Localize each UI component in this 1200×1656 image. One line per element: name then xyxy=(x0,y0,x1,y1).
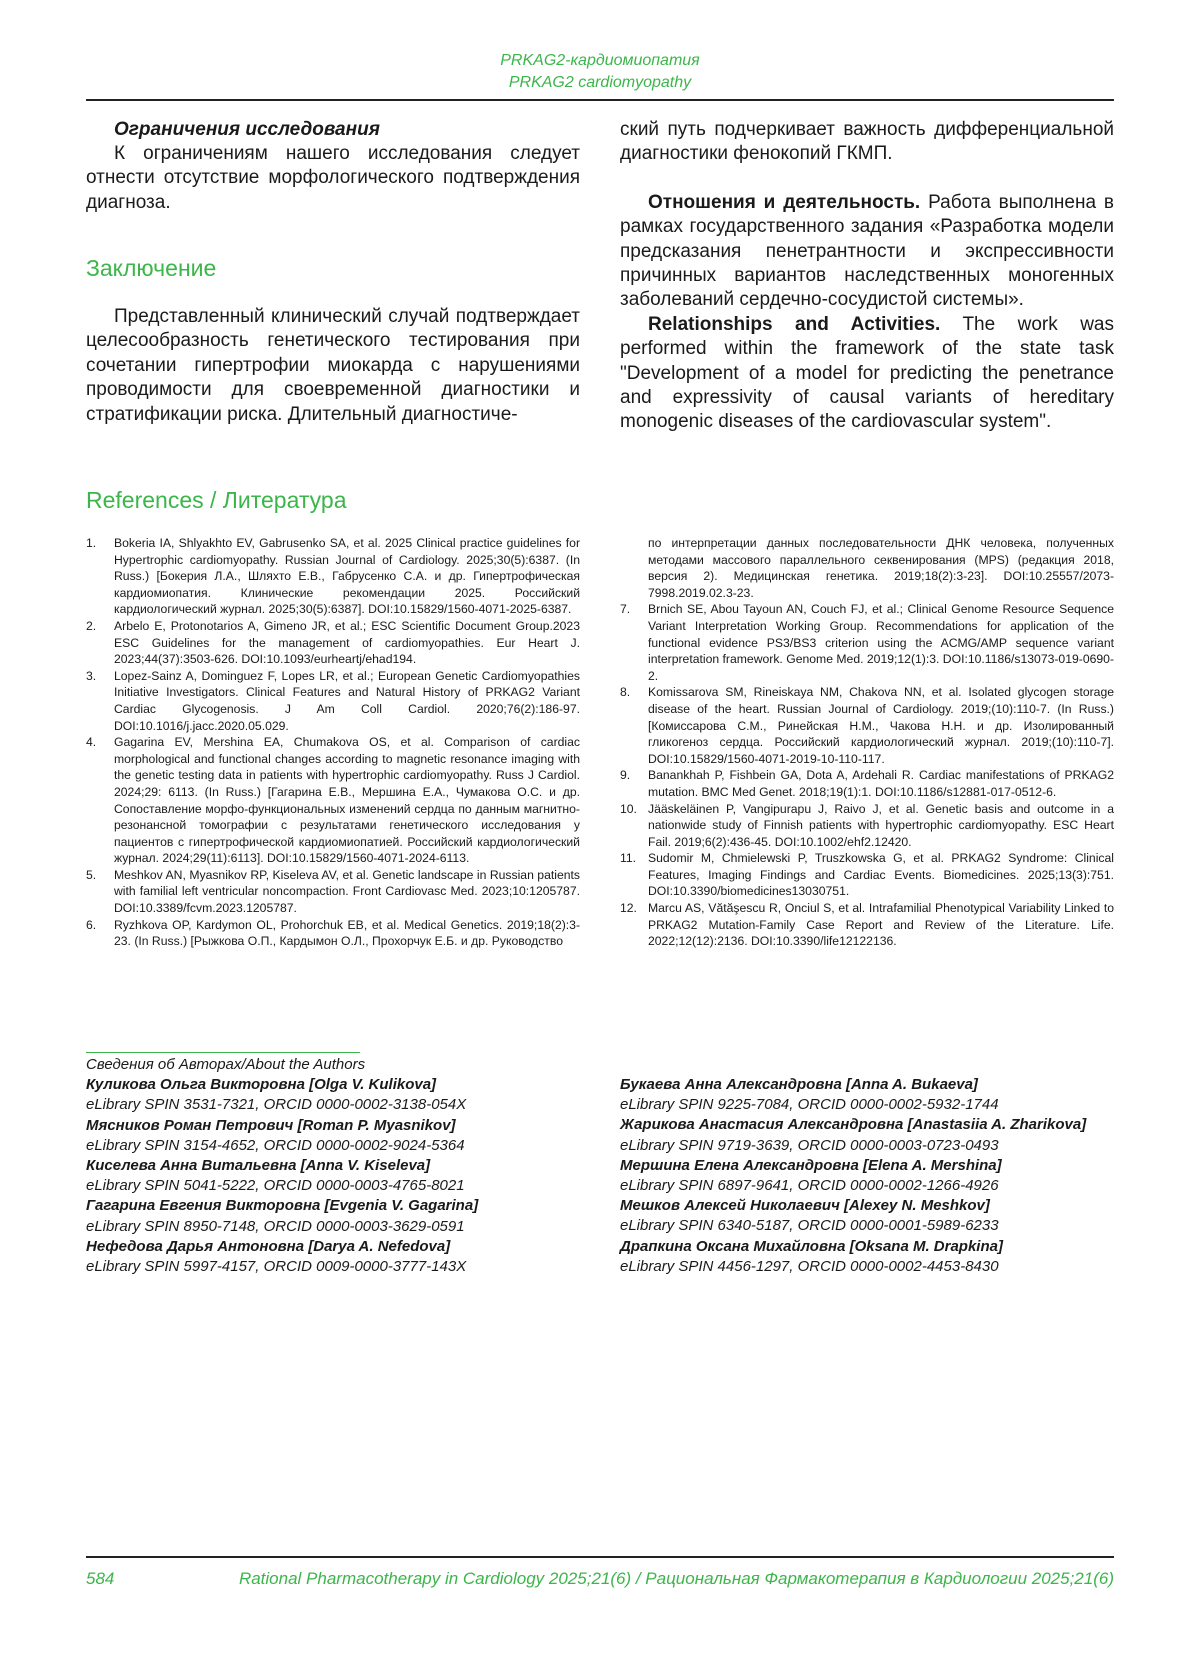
author-name: Жарикова Анастасия Александровна [Anastasiia A. Zharikova] xyxy=(620,1116,1087,1134)
relations-en-text: The work was performed within the framework of the state task "Development of a model for predicting the penetrance and expressivity of causal variants of hereditary monogenic diseases of the cardiovascular system". xyxy=(620,313,1114,433)
reference-item: 8. Komissarova SM, Rineiskaya NM, Chakova NN, et al. Isolated glycogen storage disease of the heart. Russian Journal of Cardiology. 2019;(10):110-7. (In Russ.) [Комиссарова С.М., Ринейская Н.М., Чакова Н.Н. и др. Изолированный гликогеноз сердца. Российский кардиологический журнал. 2019;(10):110-7]. DOI:10.15829/1560-4071-2019-10-110-117. xyxy=(620,685,1114,766)
limitations-paragraph: К ограничениям нашего исследования следует отнести отсутствие морфологического подтверждения диагноза. xyxy=(86,143,580,213)
reference-item: 10. Jääskeläinen P, Vangipurapu J, Raivo J, et al. Genetic basis and outcome in a nationwide study of Finnish patients with hypertrophic cardiomyopathy. ESC Heart Fail. 2019;6(2):436-45. DOI:10.1002/ehf2.12420. xyxy=(620,801,1114,849)
author-name: Гагарина Евгения Викторовна [Evgenia V. Gagarina] xyxy=(86,1197,479,1215)
reference-item: 5. Meshkov AN, Myasnikov RP, Kiseleva AV, et al. Genetic landscape in Russian patients with familial left ventricular noncompaction. Front Cardiovasc Med. 2023;10:1205787. DOI:10.3389/fcvm.2023.1205787. xyxy=(86,867,580,916)
reference-item: 11. Sudomir M, Chmielewski P, Truszkowska G, et al. PRKAG2 Syndrome: Clinical Features, Imaging Findings and Cardiac Events. Biomedicines. 2025;13(3):751. DOI:10.3390/biomedicines13030751. xyxy=(620,851,1114,899)
author-name: Драпкина Оксана Михайловна [Oksana M. Drapkina] xyxy=(620,1237,1003,1255)
conclusion-paragraph: Представленный клинический случай подтверждает целесообразность генетического тестирования при сочетании гипертрофии миокарда с нарушениями проводимости для своевременной диагностики и стратификации риска. Длительный диагностиче- xyxy=(86,306,580,425)
reference-item: 2. Arbelo E, Protonotarios A, Gimeno JR, et al.; ESC Scientific Document Group.2023 ESC Guidelines for the management of cardiomyopathies. Eur Heart J. 2023;44(37):3503-626. DOI:10.1093/eurheartj/ehad194. xyxy=(86,618,580,667)
author-ids: eLibrary SPIN 3154-4652, ORCID 0000-0002-9024-5364 xyxy=(86,1136,465,1154)
references-heading: References / Литература xyxy=(86,487,347,513)
author-ids: eLibrary SPIN 8950-7148, ORCID 0000-0003-3629-0591 xyxy=(86,1217,465,1235)
authors-right xyxy=(620,1075,1086,1277)
right-column xyxy=(620,118,1114,435)
journal-citation: Rational Pharmacotherapy in Cardiology 2025;21(6) / Рациональная Фармакотерапия в Кардиологии 2025;21(6) xyxy=(238,1569,1114,1588)
reference-item: 1. Bokeria IA, Shlyakhto EV, Gabrusenko SA, et al. 2025 Clinical practice guidelines for Hypertrophic cardiomyopathy. Russian Journal of Cardiology. 2025;30(5):6387. (In Russ.) [Бокерия Л.А., Шляхто Е.В., Габрусенко С.А. и др. Гипертрофическая кардиомиопатия. Клинические рекомендации 2025. Российский кардиологический журнал. 2025;30(5):6387]. DOI:10.15829/1560-4071-2025-6387. xyxy=(86,536,580,617)
references-left-list xyxy=(86,535,580,950)
relations-ru-label: Отношения и деятельность. xyxy=(648,191,921,213)
relations-en-label: Relationships and Activities. xyxy=(648,313,941,335)
authors-rule xyxy=(86,1052,360,1053)
author-ids: eLibrary SPIN 5041-5222, ORCID 0000-0003-4765-8021 xyxy=(86,1177,465,1195)
running-head-ru: PRKAG2-кардиомиопатия xyxy=(500,52,700,69)
author-ids: eLibrary SPIN 9719-3639, ORCID 0000-0003-0723-0493 xyxy=(620,1136,999,1154)
left-column xyxy=(86,118,580,215)
conclusion-continued-paragraph: ский путь подчеркивает важность дифференциальной диагностики фенокопий ГКМП. xyxy=(620,119,1114,165)
limitations-heading: Ограничения исследования xyxy=(114,119,380,140)
relations-ru-text: Работа выполнена в рамках государственного задания «Разработка модели предсказания пенетрантности и экспрессивности причинных вариантов наследственных моногенных заболеваний сердечно-сосудистой системы». xyxy=(620,191,1114,311)
author-ids: eLibrary SPIN 9225-7084, ORCID 0000-0002-5932-1744 xyxy=(620,1096,999,1114)
relations-en-paragraph xyxy=(620,313,1114,435)
reference-item: 12. Marcu AS, Vătăşescu R, Onciul S, et al. Intrafamilial Phenotypical Variability Linked to PRKAG2 Mutation-Family Case Report and Review of the Literature. Life. 2022;12(12):2136. DOI:10.3390/life12122136. xyxy=(620,901,1114,949)
author-ids: eLibrary SPIN 6340-5187, ORCID 0000-0001-5989-6233 xyxy=(620,1217,999,1235)
author-ids: eLibrary SPIN 6897-9641, ORCID 0000-0002-1266-4926 xyxy=(620,1177,999,1195)
authors-left xyxy=(86,1055,478,1277)
author-ids: eLibrary SPIN 5997-4157, ORCID 0009-0000-3777-143X xyxy=(86,1258,467,1276)
header-rule xyxy=(86,99,1114,101)
reference-item: 3. Lopez-Sainz A, Dominguez F, Lopes LR, et al.; European Genetic Cardiomyopathies Initiative Investigators. Clinical Features and Natural History of PRKAG2 Variant Cardiac Glycogenosis. J Am Coll Cardiol. 2020;76(2):186-97. DOI:10.1016/j.jacc.2020.05.029. xyxy=(86,668,580,733)
reference-item: 6. Ryzhkova OP, Kardymon OL, Prohorchuk EB, et al. Medical Genetics. 2019;18(2):3-23. (In Russ.) [Рыжкова О.П., Кардымон О.Л., Прохорчук Е.Б. и др. Руководство xyxy=(86,917,580,949)
author-name: Киселева Анна Витальевна [Anna V. Kiseleva] xyxy=(86,1157,431,1175)
reference-continuation: по интерпретации данных последовательности ДНК человека, полученных методами массового параллельного секвенирования (MPS) (редакция 2018, версия 2). Медицинская генетика. 2019;18(2):3-23]. DOI:10.25557/2073-7998.2019.02.3-23. xyxy=(648,536,1114,600)
author-ids: eLibrary SPIN 4456-1297, ORCID 0000-0002-4453-8430 xyxy=(620,1257,999,1275)
reference-item: 4. Gagarina EV, Mershina EA, Chumakova OS, et al. Comparison of cardiac morphological and functional changes according to magnetic resonance imaging with the genetic testing data in patients with hypertrophic cardiomyopathy. Russ J Cardiol. 2024;29: 6113. (In Russ.) [Гагарина Е.В., Мершина Е.А., Чумакова О.С. и др. Сопоставление морфо-функциональных изменений сердца по данным магнитно-резонансной томографии с результатами генетического исследования у пациентов с гипертрофической кардиомиопатией. Российский кардиологический журнал. 2024;29(11):6113]. DOI:10.15829/1560-4071-2024-6113. xyxy=(86,735,580,866)
conclusion-column xyxy=(86,305,580,427)
author-name: Мешков Алексей Николаевич [Alexey N. Meshkov] xyxy=(620,1197,990,1215)
reference-item: 7. Brnich SE, Abou Tayoun AN, Couch FJ, et al.; Clinical Genome Resource Sequence Variant Interpretation Working Group. Recommendations for application of the functional evidence PS3/BS3 criterion using the ACMG/AMP sequence variant interpretation framework. Genome Med. 2019;12(1):3. DOI:10.1186/s13073-019-0690-2. xyxy=(620,602,1114,683)
author-name: Букаева Анна Александровна [Anna A. Bukaeva] xyxy=(620,1076,978,1093)
conclusion-heading: Заключение xyxy=(86,255,217,281)
running-head-en: PRKAG2 cardiomyopathy xyxy=(508,74,692,91)
author-name: Нефедова Дарья Антоновна [Darya A. Nefedova] xyxy=(86,1237,451,1255)
page-number: 584 xyxy=(86,1569,115,1588)
author-name: Мершина Елена Александровна [Elena A. Mershina] xyxy=(620,1156,1002,1174)
reference-item: 9. Banankhah P, Fishbein GA, Dota A, Ardehali R. Cardiac manifestations of PRKAG2 mutation. BMC Med Genet. 2018;19(1):1. DOI:10.1186/s12881-017-0512-6. xyxy=(620,768,1114,799)
relations-ru-paragraph xyxy=(620,191,1114,313)
author-name: Куликова Ольга Викторовна [Olga V. Kulikova] xyxy=(86,1076,437,1094)
footer-rule xyxy=(86,1556,1114,1558)
author-ids: eLibrary SPIN 3531-7321, ORCID 0000-0002-3138-054X xyxy=(86,1096,467,1114)
author-name: Мясников Роман Петрович [Roman P. Myasnikov] xyxy=(86,1116,456,1134)
references-right-list xyxy=(620,535,1114,950)
authors-heading: Сведения об Авторах/About the Authors xyxy=(86,1056,366,1073)
